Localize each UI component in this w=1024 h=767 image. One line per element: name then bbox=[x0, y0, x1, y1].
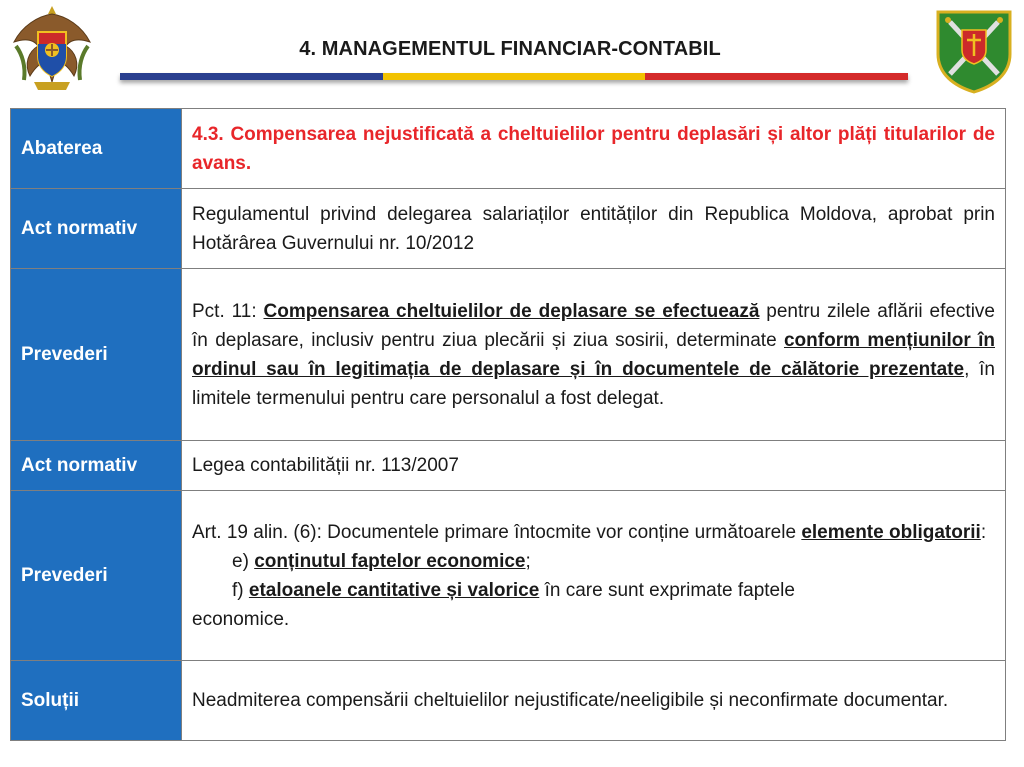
row-label: Prevederi bbox=[11, 269, 182, 441]
slide-header bbox=[0, 0, 1024, 104]
findings-table bbox=[10, 108, 1006, 741]
row-label: Act normativ bbox=[11, 189, 182, 269]
item-prefix: f) bbox=[232, 579, 249, 601]
provision-text: Pct. 11: bbox=[192, 300, 264, 322]
table-row-act-normativ-1 bbox=[11, 189, 1006, 269]
provision-text: Art. 19 alin. (6): Documentele primare întocmite vor conține următoarele bbox=[192, 521, 802, 543]
table-row-abaterea bbox=[11, 109, 1006, 189]
provision-emphasis: elemente obligatorii bbox=[801, 521, 981, 543]
provision-emphasis: conform mențiunilor în ordinul sau în legitimația de deplasare și în documentele de călătorie prezentate bbox=[192, 329, 995, 380]
row-content bbox=[182, 491, 1006, 661]
item-suffix: ; bbox=[525, 550, 531, 572]
row-content bbox=[182, 269, 1006, 441]
row-content bbox=[182, 109, 1006, 189]
row-content: Legea contabilității nr. 113/2007 bbox=[182, 441, 1006, 491]
table-row-prevederi-2 bbox=[11, 491, 1006, 661]
moldova-coat-of-arms-icon bbox=[8, 2, 96, 98]
provision-text: , în limitele termenului pentru care personalul a fost delegat. bbox=[192, 358, 995, 409]
row-content: Regulamentul privind delegarea salariaților entităților din Republica Moldova, aprobat prin Hotărârea Guvernului nr. 10/2012 bbox=[182, 189, 1006, 269]
ministry-shield-emblem-icon bbox=[934, 8, 1014, 94]
provision-item-f bbox=[192, 576, 995, 605]
row-label: Act normativ bbox=[11, 441, 182, 491]
row-label: Soluții bbox=[11, 661, 182, 741]
provision-paragraph bbox=[192, 518, 995, 547]
table-row-act-normativ-2 bbox=[11, 441, 1006, 491]
deviation-text: 4.3. Compensarea nejustificată a cheltuielilor pentru deplasări și altor plăți titularilor de avans. bbox=[192, 123, 995, 174]
table-row-solutii bbox=[11, 661, 1006, 741]
provision-text: pentru zilele aflării efective în deplasare, inclusiv pentru ziua plecării și ziua sosirii, determinate bbox=[192, 300, 995, 351]
page-title: 4. MANAGEMENTUL FINANCIAR-CONTABIL bbox=[299, 38, 721, 60]
item-suffix: în care sunt exprimate faptele bbox=[539, 579, 795, 601]
provision-emphasis: Compensarea cheltuielilor de deplasare se efectuează bbox=[263, 300, 760, 322]
tricolor-divider bbox=[120, 73, 908, 80]
row-label: Prevederi bbox=[11, 491, 182, 661]
item-prefix: e) bbox=[232, 550, 255, 572]
provision-tail: economice. bbox=[192, 608, 290, 630]
row-content: Neadmiterea compensării cheltuielilor nejustificate/neeligibile și neconfirmate documentar. bbox=[182, 661, 1006, 741]
provision-emphasis: etaloanele cantitative și valorice bbox=[248, 579, 540, 601]
provision-item-e bbox=[192, 547, 995, 576]
table-row-prevederi-1 bbox=[11, 269, 1006, 441]
row-label: Abaterea bbox=[11, 109, 182, 189]
provision-emphasis: conținutul faptelor economice bbox=[254, 550, 526, 572]
provision-text: : bbox=[980, 521, 987, 543]
